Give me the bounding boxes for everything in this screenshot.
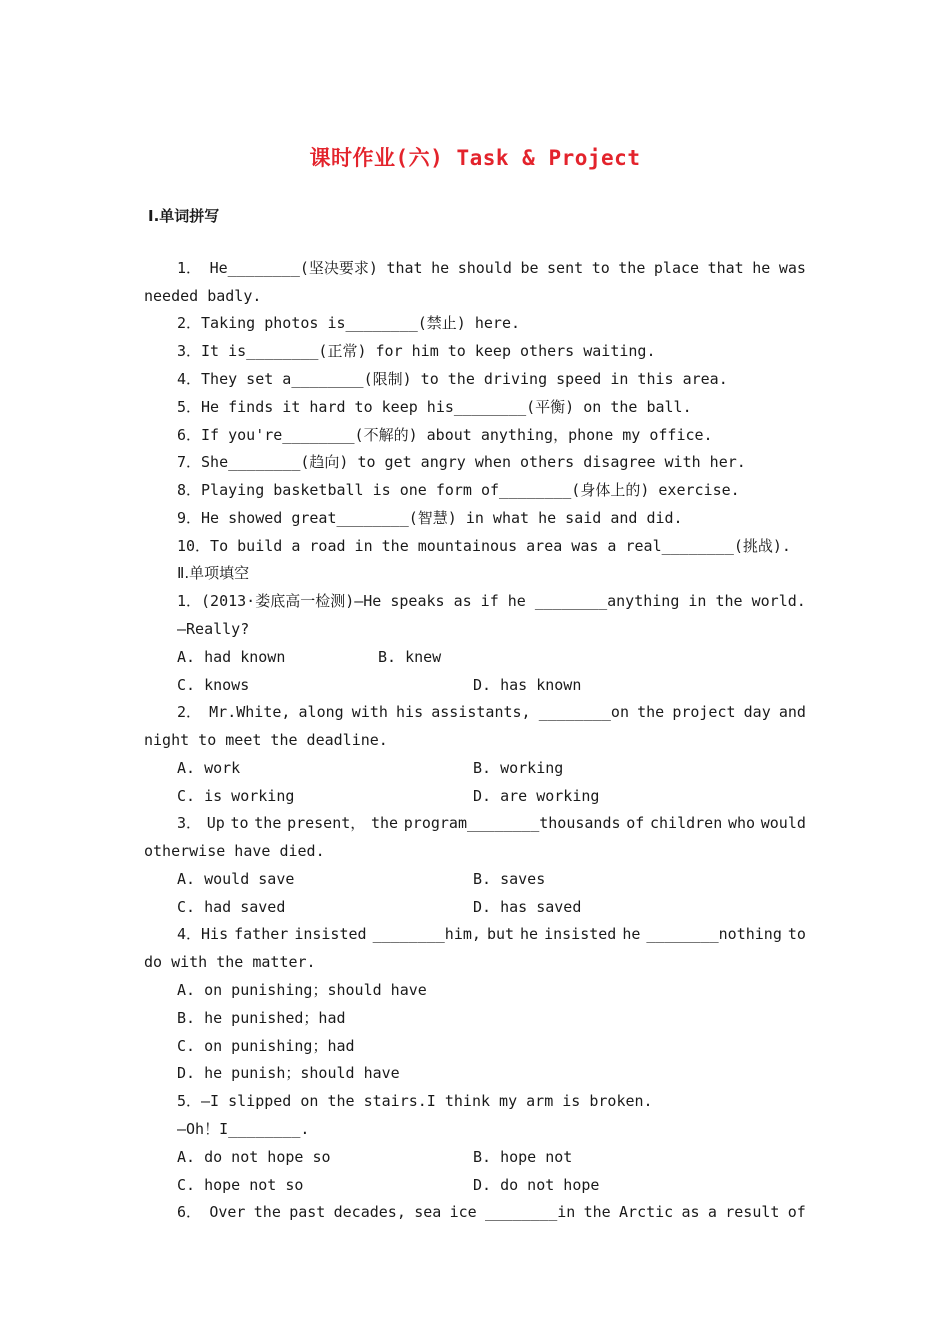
word: he bbox=[431, 259, 450, 277]
word: as bbox=[681, 1203, 700, 1221]
word: but bbox=[486, 925, 515, 943]
mc-q3-option-d: D. has saved bbox=[473, 898, 582, 916]
word: decades, bbox=[333, 1203, 406, 1221]
word: he bbox=[622, 925, 641, 943]
word: 3． bbox=[177, 814, 202, 832]
mc-q1-option-b: B. knew bbox=[378, 648, 442, 666]
spelling-item-8: 8．Playing basketball is one form of________(身体上的) exercise. bbox=[177, 481, 740, 499]
mc-q5-option-b: B. hope not bbox=[473, 1148, 573, 1166]
word: of bbox=[626, 814, 645, 832]
word: ________in bbox=[485, 1203, 576, 1221]
word: 1． bbox=[177, 259, 202, 277]
word: place bbox=[653, 259, 700, 277]
spelling-item-1-line2: needed badly. bbox=[144, 287, 262, 305]
word: ice bbox=[449, 1203, 477, 1221]
mc-question-1-line2: —Really? bbox=[177, 620, 250, 638]
spelling-item-2: 2．Taking photos is________(禁止) here. bbox=[177, 314, 521, 332]
word: father bbox=[234, 925, 289, 943]
word: sent bbox=[547, 259, 584, 277]
word: present， bbox=[287, 814, 366, 832]
word: 6． bbox=[177, 1203, 202, 1221]
word: and bbox=[778, 703, 806, 721]
mc-q4-option-d: D. he punish；should have bbox=[177, 1064, 400, 1082]
word: the bbox=[254, 814, 282, 832]
word: sea bbox=[414, 1203, 442, 1221]
mc-q2-option-a: A. work bbox=[177, 759, 241, 777]
word: the bbox=[618, 259, 646, 277]
word: be bbox=[520, 259, 539, 277]
mc-q3-option-b: B. saves bbox=[473, 870, 546, 888]
mc-q1-option-a: A. had known bbox=[177, 648, 286, 666]
mc-q4-option-a: A. on punishing；should have bbox=[177, 981, 427, 999]
word: 4．His bbox=[177, 925, 229, 943]
spelling-item-9: 9．He showed great________(智慧) in what he said and did. bbox=[177, 509, 683, 527]
word: the bbox=[253, 1203, 281, 1221]
word: Mr.White, bbox=[209, 703, 291, 721]
word: day bbox=[743, 703, 771, 721]
mc-q2-option-d: D. are working bbox=[473, 787, 600, 805]
word: the bbox=[637, 703, 665, 721]
spelling-item-1-line1 bbox=[177, 258, 806, 278]
page-title: 课时作业(六) Task & Project bbox=[309, 146, 641, 170]
mc-question-5-line2: —Oh！I________. bbox=[177, 1120, 310, 1138]
spelling-item-5: 5．He finds it hard to keep his________(平衡) on the ball. bbox=[177, 398, 692, 416]
word: insisted bbox=[544, 925, 617, 943]
word: assistants, bbox=[431, 703, 531, 721]
mc-question-5-line1: 5．—I slipped on the stairs.I think my arm is broken. bbox=[177, 1092, 653, 1110]
section-heading-word-spelling: Ⅰ.单词拼写 bbox=[148, 207, 220, 225]
word: the bbox=[583, 1203, 611, 1221]
word: ________him, bbox=[372, 925, 481, 943]
word: program________thousands bbox=[403, 814, 621, 832]
word: Over bbox=[209, 1203, 246, 1221]
word: that bbox=[386, 259, 423, 277]
mc-question-6-line1 bbox=[177, 1202, 806, 1222]
word: he bbox=[520, 925, 539, 943]
spelling-item-10: 10．To build a road in the mountainous area was a real________(挑战). bbox=[177, 537, 791, 555]
section-heading-multiple-choice: Ⅱ.单项填空 bbox=[177, 564, 250, 582]
word: his bbox=[396, 703, 424, 721]
mc-q1-option-d: D. has known bbox=[473, 676, 582, 694]
mc-q3-option-c: C. had saved bbox=[177, 898, 286, 916]
mc-question-2-line2: night to meet the deadline. bbox=[144, 731, 388, 749]
mc-question-4-line1 bbox=[177, 924, 806, 944]
spelling-item-6: 6．If you're________(不解的) about anything，phone my office. bbox=[177, 426, 713, 444]
mc-q1-option-c: C. knows bbox=[177, 676, 250, 694]
mc-question-3-line1 bbox=[177, 813, 806, 833]
mc-q2-option-b: B. working bbox=[473, 759, 564, 777]
word: ________nothing bbox=[646, 925, 782, 943]
word: a bbox=[707, 1203, 717, 1221]
mc-question-3-line2: otherwise have died. bbox=[144, 842, 325, 860]
mc-question-1-line1: 1．(2013·娄底高一检测)—He speaks as if he ________anything in the world. bbox=[177, 592, 806, 610]
word: who bbox=[727, 814, 756, 832]
word: insisted bbox=[294, 925, 367, 943]
spelling-item-3: 3．It is________(正常) for him to keep others waiting. bbox=[177, 342, 656, 360]
word: with bbox=[351, 703, 388, 721]
word: result bbox=[725, 1203, 780, 1221]
mc-q2-option-c: C. is working bbox=[177, 787, 295, 805]
word: to bbox=[591, 259, 610, 277]
word: to bbox=[230, 814, 249, 832]
word: Arctic bbox=[619, 1203, 674, 1221]
spelling-item-4: 4．They set a________(限制) to the driving speed in this area. bbox=[177, 370, 728, 388]
word: he bbox=[752, 259, 771, 277]
word: would bbox=[760, 814, 806, 832]
mc-q5-option-d: D. do not hope bbox=[473, 1176, 600, 1194]
word: along bbox=[298, 703, 344, 721]
word: He________(坚决要求) bbox=[209, 259, 378, 277]
word: Up bbox=[206, 814, 225, 832]
word: that bbox=[707, 259, 744, 277]
mc-question-4-line2: do with the matter. bbox=[144, 953, 316, 971]
mc-q5-option-c: C. hope not so bbox=[177, 1176, 304, 1194]
word: to bbox=[787, 925, 806, 943]
word: the bbox=[370, 814, 399, 832]
mc-q5-option-a: A. do not hope so bbox=[177, 1148, 331, 1166]
word: ________on bbox=[538, 703, 629, 721]
word: past bbox=[289, 1203, 326, 1221]
word: 2． bbox=[177, 703, 202, 721]
mc-q3-option-a: A. would save bbox=[177, 870, 295, 888]
word: children bbox=[650, 814, 723, 832]
spelling-item-7: 7．She________(趋向) to get angry when others disagree with her. bbox=[177, 453, 746, 471]
word: was bbox=[778, 259, 806, 277]
mc-q4-option-b: B. he punished；had bbox=[177, 1009, 346, 1027]
word: of bbox=[787, 1203, 806, 1221]
word: should bbox=[457, 259, 512, 277]
word: project bbox=[672, 703, 736, 721]
mc-question-2-line1 bbox=[177, 702, 806, 722]
mc-q4-option-c: C. on punishing；had bbox=[177, 1037, 355, 1055]
